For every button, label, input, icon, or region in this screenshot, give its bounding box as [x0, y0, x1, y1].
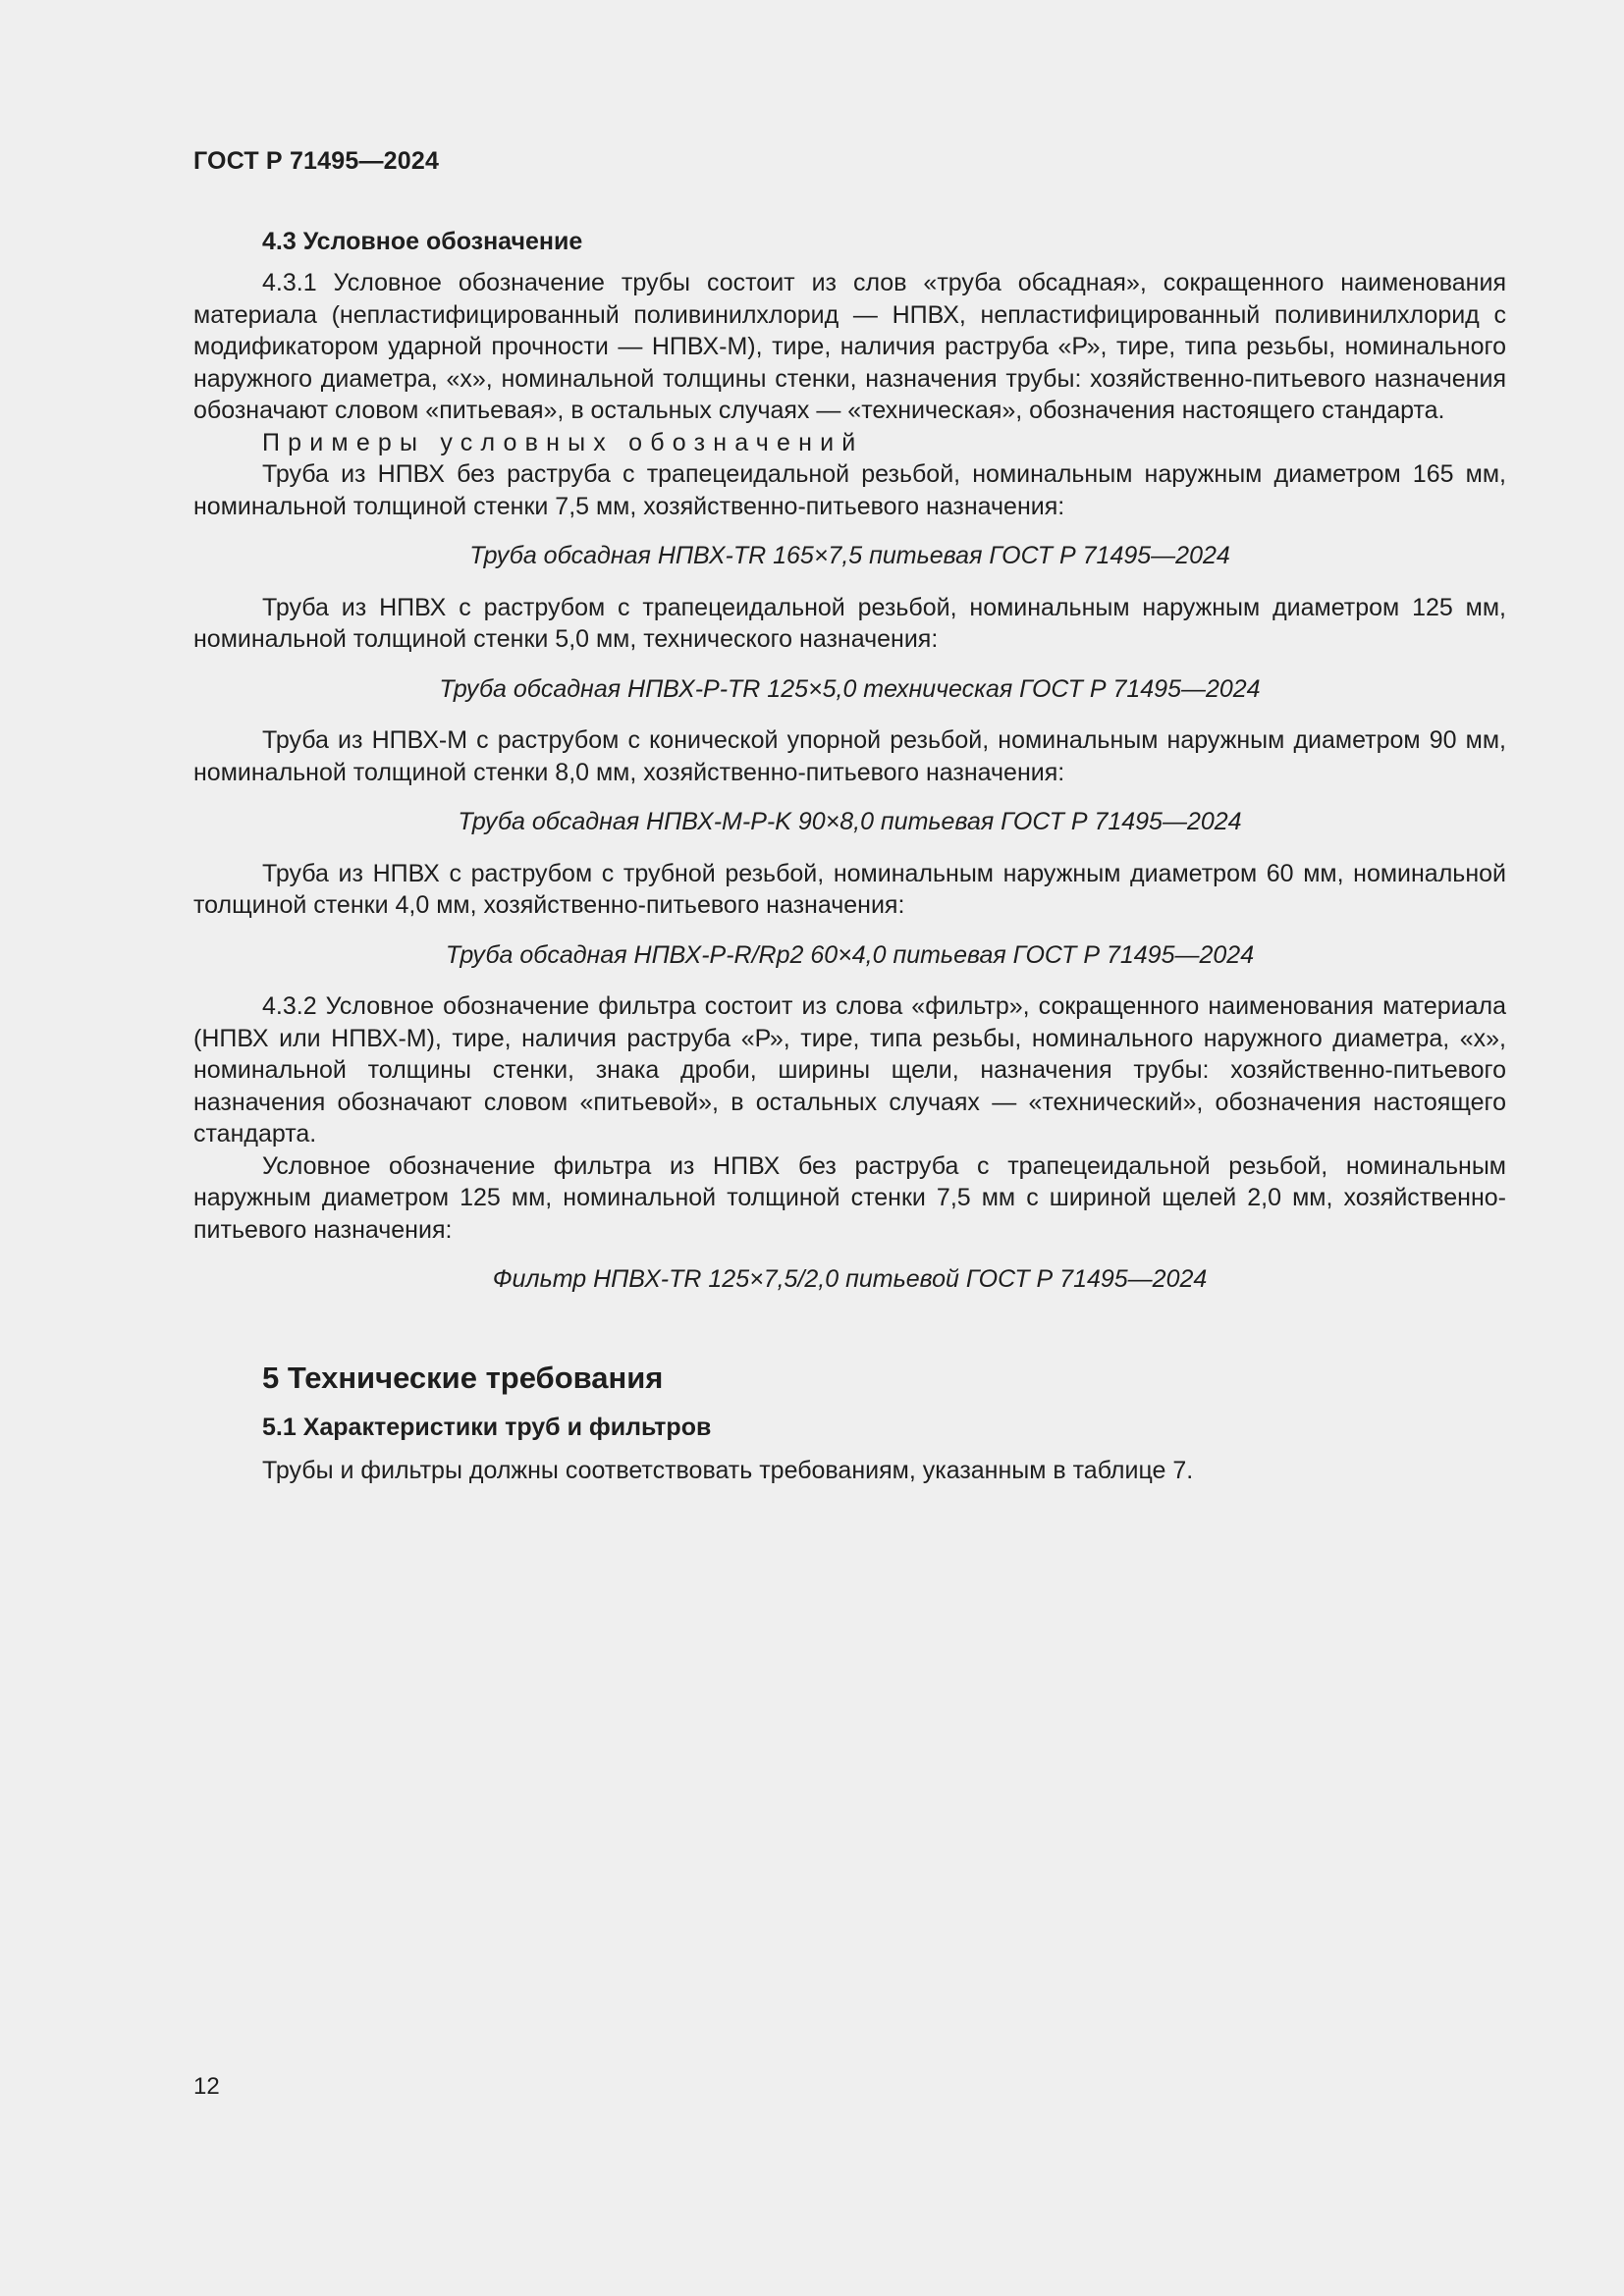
subsection-title-4-3: 4.3 Условное обозначение — [262, 228, 583, 255]
example-description: Труба из НПВХ с раструбом с трубной резьбой, номинальным наружным диаметром 60 мм, номинальной толщиной стенки 4,0 мм, хозяйственно-питьевого назначения: — [193, 859, 1506, 919]
page-number: 12 — [193, 2073, 220, 2100]
example-description: Труба из НПВХ-М с раструбом с конической упорной резьбой, номинальным наружным диаметром 90 мм, номинальной толщиной стенки 8,0 мм, хозяйственно-питьевого назначения: — [193, 726, 1506, 786]
example-designation: Труба обсадная НПВХ-Р-TR 125×5,0 техническая ГОСТ Р 71495—2024 — [439, 674, 1261, 703]
example-description: Труба из НПВХ без раструба с трапецеидальной резьбой, номинальным наружным диаметром 165 мм, номинальной толщиной стенки 7,5 мм, хозяйственно-питьевого назначения: — [193, 460, 1506, 520]
document-body — [193, 224, 1506, 1486]
paragraph-4-3-2: 4.3.2 Условное обозначение фильтра состоит из слова «фильтр», сокращенного наименования материала (НПВХ или НПВХ-М), тире, наличия раструба «Р», тире, типа резьбы, номинального наружного диаметра, «х», номинальной толщины стенки, знака дроби, ширины щели, назначения трубы: хозяйственно-питьевого назначения обозначают словом «питьевой», в остальных случаях — «технический», обозначения настоящего стандарта. — [193, 992, 1506, 1148]
filter-example-description: Условное обозначение фильтра из НПВХ без раструба с трапецеидальной резьбой, номинальным наружным диаметром 125 мм, номинальной толщиной стенки 7,5 мм с шириной щелей 2,0 мм, хозяйственно-питьевого назначения: — [193, 1151, 1506, 1244]
paragraph-4-3-1: 4.3.1 Условное обозначение трубы состоит из слов «труба обсадная», сокращенного наименования материала (непластифицированный поливинилхлорид — НПВХ, непластифицированный поливинилхлорид с модификатором ударной прочности — НПВХ-М), тире, наличия раструба «Р», тире, типа резьбы, номинального наружного диаметра, «х», номинальной толщины стенки, назначения трубы: хозяйственно-питьевого назначения обозначают словом «питьевая», в остальных случаях — «техническая», обозначения настоящего стандарта. — [193, 269, 1506, 424]
document-code-header: ГОСТ Р 71495—2024 — [193, 147, 440, 175]
section-title-5: 5 Технические требования — [262, 1360, 664, 1395]
subsection-title-5-1: 5.1 Характеристики труб и фильтров — [262, 1413, 712, 1441]
document-page — [193, 0, 1506, 2296]
filter-example-designation: Фильтр НПВХ-TR 125×7,5/2,0 питьевой ГОСТ Р 71495—2024 — [492, 1265, 1208, 1293]
paragraph-5-1: Трубы и фильтры должны соответствовать требованиям, указанным в таблице 7. — [262, 1456, 1194, 1484]
example-designation: Труба обсадная НПВХ-TR 165×7,5 питьевая ГОСТ Р 71495—2024 — [469, 542, 1230, 569]
examples-heading: Примеры условных обозначений — [262, 428, 864, 456]
example-description: Труба из НПВХ с раструбом с трапецеидальной резьбой, номинальным наружным диаметром 125 мм, номинальной толщиной стенки 5,0 мм, технического назначения: — [193, 593, 1506, 653]
example-designation: Труба обсадная НПВХ-Р-R/Rp2 60×4,0 питьевая ГОСТ Р 71495—2024 — [445, 940, 1255, 969]
example-designation: Труба обсадная НПВХ-М-Р-K 90×8,0 питьевая ГОСТ Р 71495—2024 — [458, 808, 1242, 835]
